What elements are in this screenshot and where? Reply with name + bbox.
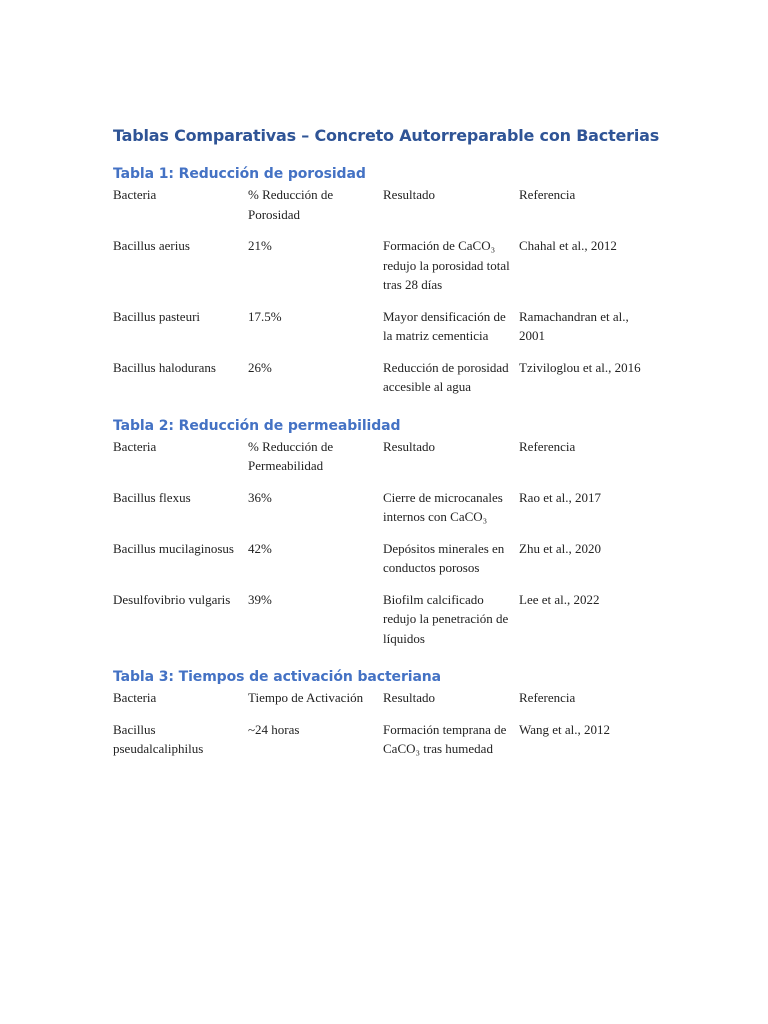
cell-reference: Lee et al., 2022: [519, 591, 600, 607]
cell-result: Cierre de microcanales internos con CaCO₃: [383, 489, 503, 524]
document-title: Tablas Comparativas – Concreto Autorreparable con Bacterias: [113, 126, 660, 145]
cell-bacteria: Bacillus pasteuri: [113, 308, 201, 324]
table-row: [113, 358, 653, 397]
table-row: [113, 539, 653, 590]
column-header-reference: Referencia: [519, 690, 576, 705]
cell-percentage: 39%: [248, 591, 272, 607]
table-2: [113, 437, 653, 649]
table-1: [113, 185, 653, 397]
table-header-row: [113, 437, 653, 488]
column-header-result: Resultado: [383, 438, 435, 454]
column-header-bacteria: Bacteria: [113, 438, 157, 454]
column-header-result: Resultado: [383, 690, 435, 705]
cell-reference: Rao et al., 2017: [519, 489, 601, 505]
cell-result: Depósitos minerales en conductos porosos: [383, 540, 505, 575]
cell-bacteria: Bacillus pseudalcaliphilus: [113, 721, 204, 756]
cell-activation-time: ~24 horas: [248, 721, 300, 737]
cell-bacteria: Desulfovibrio vulgaris: [113, 591, 231, 607]
cell-reference: Wang et al., 2012: [519, 721, 611, 737]
cell-reference: Zhu et al., 2020: [519, 540, 601, 556]
table-header-row: [113, 688, 653, 720]
cell-result: Formación de CaCO₃ redujo la porosidad total tras 28 días: [383, 238, 510, 292]
cell-percentage: 17.5%: [248, 308, 282, 324]
cell-bacteria: Bacillus halodurans: [113, 359, 216, 375]
cell-percentage: 21%: [248, 238, 272, 253]
table-2-title: Tabla 2: Reducción de permeabilidad: [113, 417, 401, 434]
column-header-bacteria: Bacteria: [113, 690, 157, 705]
table-3: [113, 688, 653, 759]
table-row: [113, 307, 653, 358]
cell-bacteria: Bacillus mucilaginosus: [113, 540, 234, 556]
cell-bacteria: Bacillus aerius: [113, 238, 190, 253]
table-row: [113, 720, 653, 759]
column-header-reference: Referencia: [519, 187, 576, 202]
column-header-bacteria: Bacteria: [113, 187, 157, 202]
cell-percentage: 36%: [248, 489, 272, 505]
column-header-result: Resultado: [383, 187, 435, 202]
table-1-section: [113, 163, 653, 397]
column-header-porosity-reduction: % Reducción de Porosidad: [248, 187, 334, 222]
table-row: [113, 590, 653, 649]
cell-result: Formación temprana de CaCO₃ tras humedad: [383, 721, 507, 756]
column-header-activation-time: Tiempo de Activación: [248, 690, 364, 705]
cell-reference: Chahal et al., 2012: [519, 238, 617, 253]
cell-reference: Ramachandran et al., 2001: [519, 308, 629, 343]
document-page: [113, 124, 660, 759]
cell-bacteria: Bacillus flexus: [113, 489, 191, 505]
cell-percentage: 26%: [248, 359, 272, 375]
table-3-title: Tabla 3: Tiempos de activación bacteriana: [113, 669, 442, 685]
table-2-section: [113, 415, 653, 649]
cell-reference: Tziviloglou et al., 2016: [519, 359, 641, 375]
cell-result: Biofilm calcificado redujo la penetración de líquidos: [383, 591, 509, 646]
table-header-row: [113, 185, 653, 236]
table-row: [113, 236, 653, 307]
table-1-title: Tabla 1: Reducción de porosidad: [113, 166, 366, 182]
table-row: [113, 488, 653, 539]
table-3-section: [113, 666, 653, 759]
cell-percentage: 42%: [248, 540, 272, 556]
cell-result: Reducción de porosidad accesible al agua: [383, 359, 509, 394]
cell-result: Mayor densificación de la matriz cementicia: [383, 308, 506, 343]
column-header-permeability-reduction: % Reducción de Permeabilidad: [248, 438, 334, 473]
column-header-reference: Referencia: [519, 438, 576, 454]
